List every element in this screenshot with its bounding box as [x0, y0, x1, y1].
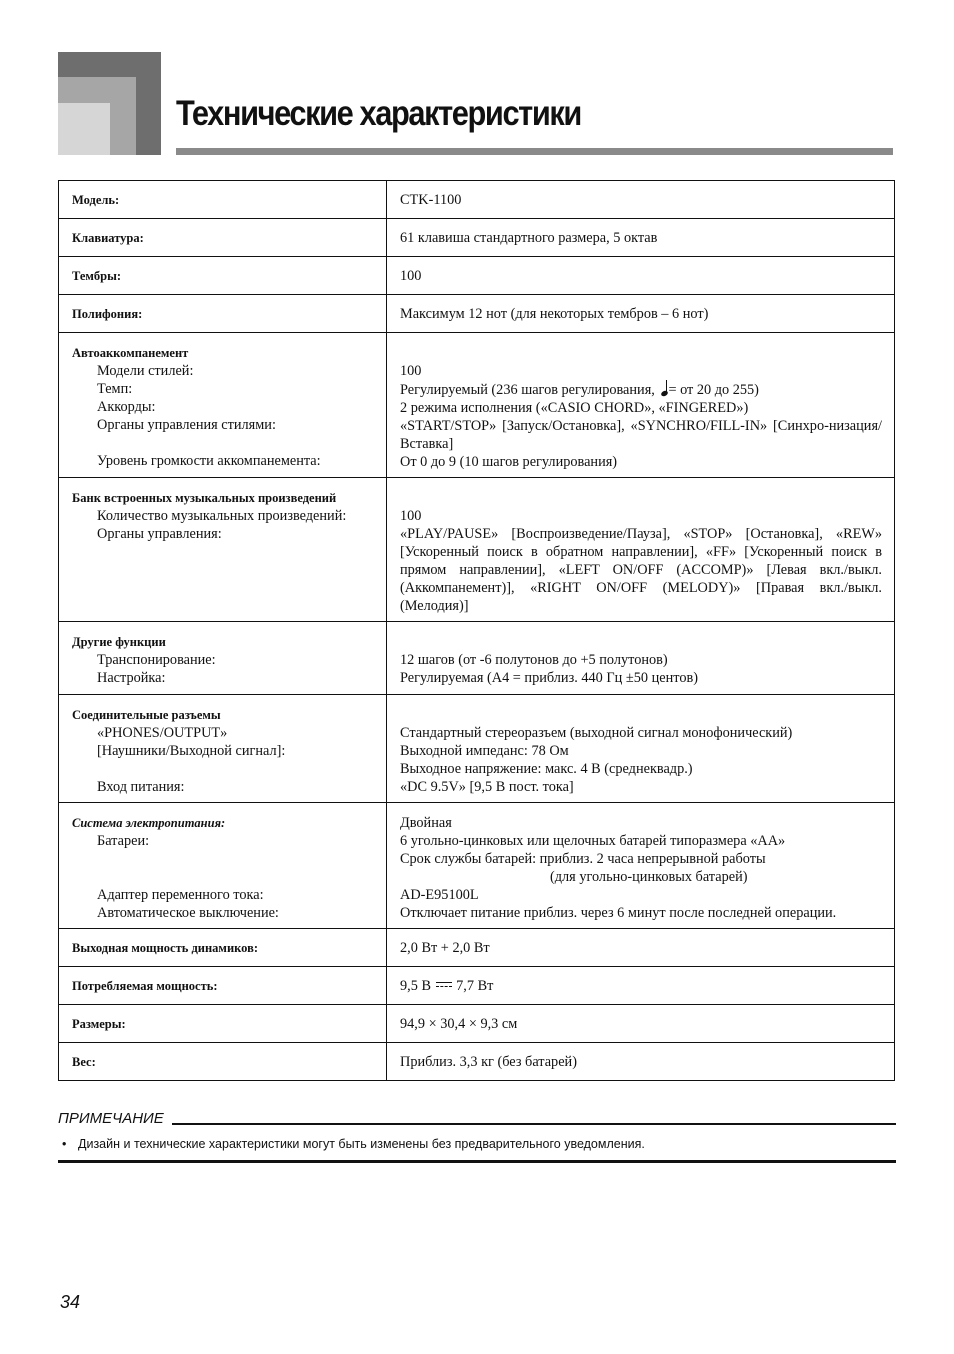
section-title-jacks: Соединительные разъемы: [72, 708, 221, 722]
spec-label-power-consumption: Потребляемая мощность:: [72, 978, 218, 993]
table-row: [59, 219, 895, 257]
spec-value-polyphony: Максимум 12 нот (для некоторых тембров – 6 нот): [387, 295, 895, 333]
spec-value-keyboard: 61 клавиша стандартного размера, 5 октав: [387, 219, 895, 257]
table-row: [59, 967, 895, 1005]
spec-label-speaker-output: Выходная мощность динамиков:: [72, 940, 259, 955]
spec-label-dimensions: Размеры:: [72, 1016, 126, 1031]
spec-value-tones: 100: [387, 257, 895, 295]
table-row: [59, 181, 895, 219]
section-title-other-functions: Другие функции: [72, 635, 166, 649]
note-text: • Дизайн и технические характеристики могут быть изменены без предварительного уведомления.: [62, 1137, 645, 1151]
spec-label-polyphony: Полифония:: [72, 306, 143, 321]
spec-value-weight: Приблиз. 3,3 кг (без батарей): [387, 1043, 895, 1081]
page-title: Технические характеристики: [176, 94, 581, 133]
section-title-power-supply: Система электропитания:: [72, 816, 226, 830]
table-row: [59, 1043, 895, 1081]
spec-label-weight: Вес:: [72, 1054, 96, 1069]
note-heading: ПРИМЕЧАНИЕ: [58, 1110, 167, 1127]
table-row: Система электропитания: Батареи: Адаптер переменного тока: Автоматическое выключение: Двойная 6 угольно-цинковых или щелочных батарей типоразмера «AA» Срок службы батарей: приблиз. 2 часа непрерывной работы (для угольно-цинковых батарей) AD-E95100L Отключает питание приблиз. через 6 минут после последней операции.: [59, 803, 895, 929]
table-row: Автоаккомпанемент Модели стилей: Темп: Аккорды: Органы управления стилями: Уровень громкости аккомпанемента: 100 Регулируемый (236 шагов регулирования, = от 20 до 255) 2 режима исполнения («CASIO CHORD», «FINGERED») «START/STOP» [Запуск/Остановка], «SYNCHRO/FILL-IN» [Синхро-низация/Вставка] От 0 до 9 (10 шагов регулирования): [59, 333, 895, 478]
section-title-song-bank: Банк встроенных музыкальных произведений: [72, 491, 337, 505]
table-row: Соединительные разъемы «PHONES/OUTPUT» [Наушники/Выходной сигнал]: Вход питания: Стандартный стереоразъем (выходной сигнал монофонический) Выходной импеданс: 78 Ом Выходное напряжение: макс. 4 В (среднеквадр.) «DC 9.5V» [9,5 В пост. тока]: [59, 695, 895, 803]
table-row: [59, 929, 895, 967]
table-row: [59, 257, 895, 295]
header-corner-graphic: [58, 52, 161, 155]
spec-value-model: CTK-1100: [387, 181, 895, 219]
title-underline: [176, 148, 893, 155]
table-row: Банк встроенных музыкальных произведений Количество музыкальных произведений: Органы управления: 100 «PLAY/PAUSE» [Воспроизведение/Пауза], «STOP» [Остановка], «REW» [Ускоренный поиск в обратном направлении], «FF» [Ускоренный поиск в прямом направлении], «LEFT ON/OFF (ACCOMP)» [Левая вкл./выкл. (Аккомпанемент)], «RIGHT ON/OFF (MELODY)» [Правая вкл./выкл. (Мелодия)]: [59, 478, 895, 622]
bullet-icon: •: [62, 1137, 67, 1151]
note-bottom-rule: [58, 1160, 896, 1163]
spec-value-power-consumption: 9,5 В 7,7 Вт: [387, 967, 895, 1005]
note-heading-rule: [172, 1123, 896, 1125]
spec-table: [58, 180, 895, 1081]
page-number: 34: [60, 1292, 81, 1312]
table-row: Другие функции Транспонирование: Настройка: 12 шагов (от -6 полутонов до +5 полутонов) Регулируемая (A4 = приблиз. 440 Гц ±50 центов): [59, 622, 895, 695]
note-header: [58, 1110, 896, 1130]
table-row: [59, 295, 895, 333]
spec-label-tones: Тембры:: [72, 268, 122, 283]
quarter-note-icon: [658, 380, 668, 396]
table-row: [59, 1005, 895, 1043]
spec-value-dimensions: 94,9 × 30,4 × 9,3 см: [387, 1005, 895, 1043]
spec-label-keyboard: Клавиатура:: [72, 230, 144, 245]
spec-label-model: Модель:: [72, 192, 120, 207]
spec-value-speaker-output: 2,0 Вт + 2,0 Вт: [387, 929, 895, 967]
section-title-auto-accomp: Автоаккомпанемент: [72, 346, 189, 360]
dc-symbol-icon: [435, 980, 453, 990]
